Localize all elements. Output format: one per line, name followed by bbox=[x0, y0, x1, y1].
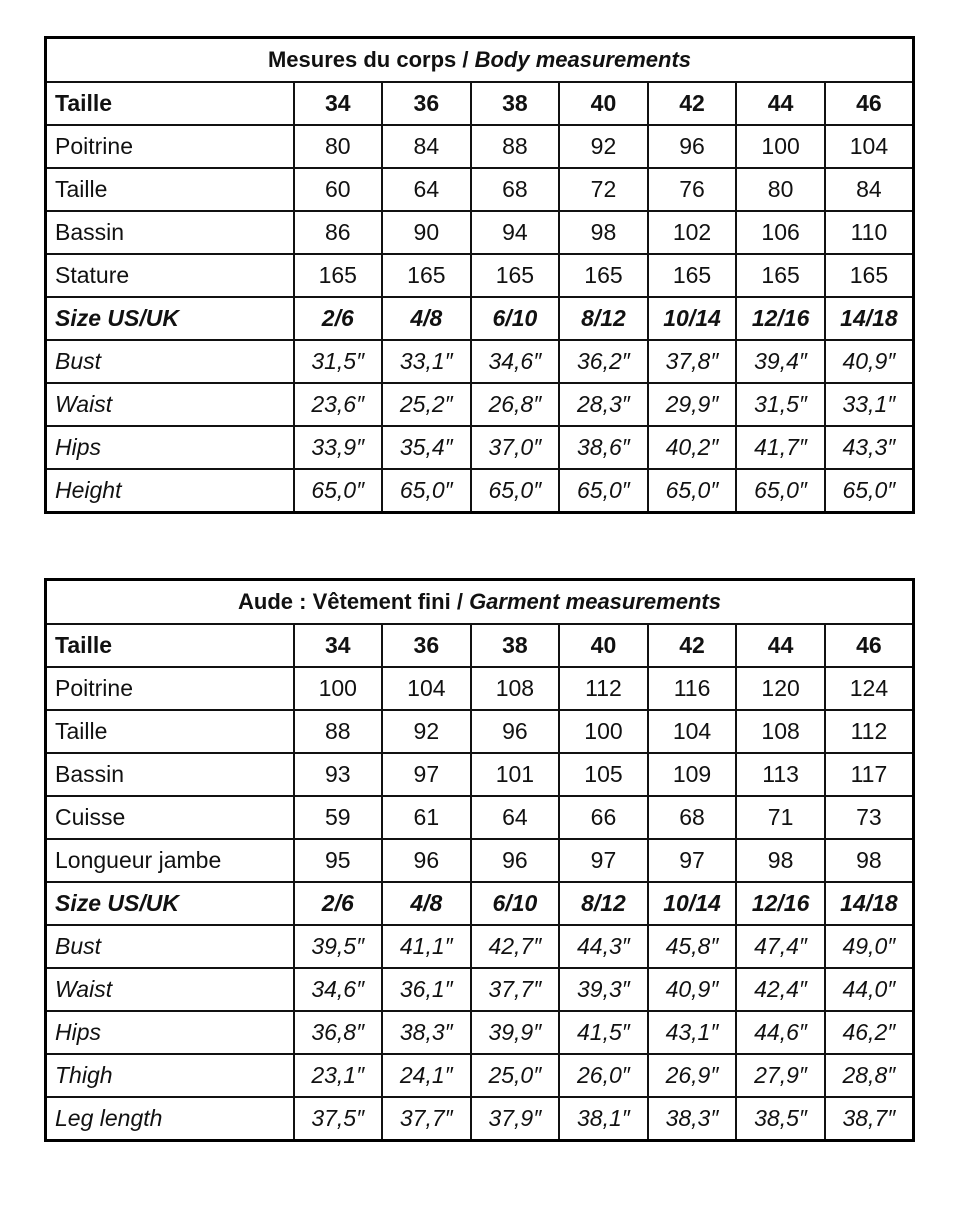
table-row bbox=[46, 168, 914, 211]
table-cell: 95 bbox=[294, 839, 383, 882]
table-cell: 37,9″ bbox=[471, 1097, 560, 1141]
table-cell: 34 bbox=[294, 624, 383, 667]
table-cell: 41,7″ bbox=[736, 426, 825, 469]
table-cell: 10/14 bbox=[648, 882, 737, 925]
table-row bbox=[46, 925, 914, 968]
table-title-en: Garment measurements bbox=[469, 589, 721, 614]
table-cell: 45,8″ bbox=[648, 925, 737, 968]
size-header-row bbox=[46, 82, 914, 125]
row-label: Hips bbox=[46, 1011, 294, 1054]
table-cell: 39,5″ bbox=[294, 925, 383, 968]
table-cell: 116 bbox=[648, 667, 737, 710]
table-cell: 4/8 bbox=[382, 297, 471, 340]
table-cell: 42 bbox=[648, 82, 737, 125]
table-cell: 38 bbox=[471, 82, 560, 125]
table-cell: 86 bbox=[294, 211, 383, 254]
row-label: Poitrine bbox=[46, 667, 294, 710]
table-cell: 76 bbox=[648, 168, 737, 211]
row-label: Bust bbox=[46, 340, 294, 383]
table-cell: 31,5″ bbox=[294, 340, 383, 383]
table-cell: 35,4″ bbox=[382, 426, 471, 469]
table-cell: 97 bbox=[559, 839, 648, 882]
table-cell: 117 bbox=[825, 753, 914, 796]
table-cell: 88 bbox=[294, 710, 383, 753]
table-cell: 12/16 bbox=[736, 297, 825, 340]
table-cell: 93 bbox=[294, 753, 383, 796]
table-cell: 2/6 bbox=[294, 297, 383, 340]
table-cell: 104 bbox=[825, 125, 914, 168]
table-cell: 33,1″ bbox=[825, 383, 914, 426]
table-row bbox=[46, 839, 914, 882]
table-cell: 44,0″ bbox=[825, 968, 914, 1011]
table-cell: 41,5″ bbox=[559, 1011, 648, 1054]
table-cell: 65,0″ bbox=[294, 469, 383, 513]
row-label: Taille bbox=[46, 710, 294, 753]
table-row bbox=[46, 1097, 914, 1141]
row-label: Stature bbox=[46, 254, 294, 297]
table-cell: 92 bbox=[382, 710, 471, 753]
row-label: Size US/UK bbox=[46, 297, 294, 340]
table-cell: 98 bbox=[736, 839, 825, 882]
table-cell: 97 bbox=[648, 839, 737, 882]
table-row bbox=[46, 254, 914, 297]
table-cell: 38,6″ bbox=[559, 426, 648, 469]
table-row bbox=[46, 710, 914, 753]
table-cell: 28,8″ bbox=[825, 1054, 914, 1097]
row-label: Leg length bbox=[46, 1097, 294, 1141]
table-cell: 2/6 bbox=[294, 882, 383, 925]
row-label: Cuisse bbox=[46, 796, 294, 839]
table-cell: 100 bbox=[736, 125, 825, 168]
table-cell: 92 bbox=[559, 125, 648, 168]
table-cell: 36 bbox=[382, 82, 471, 125]
row-label: Hips bbox=[46, 426, 294, 469]
table-cell: 97 bbox=[382, 753, 471, 796]
table-cell: 26,0″ bbox=[559, 1054, 648, 1097]
table-cell: 68 bbox=[648, 796, 737, 839]
table-cell: 38,3″ bbox=[382, 1011, 471, 1054]
table-cell: 25,2″ bbox=[382, 383, 471, 426]
table-cell: 8/12 bbox=[559, 297, 648, 340]
table-row bbox=[46, 125, 914, 168]
table-title-fr: Mesures du corps / bbox=[267, 47, 475, 72]
size-header-row bbox=[46, 624, 914, 667]
table-row bbox=[46, 469, 914, 513]
table-cell: 80 bbox=[736, 168, 825, 211]
table-cell: 98 bbox=[559, 211, 648, 254]
table-row bbox=[46, 1011, 914, 1054]
table-cell: 28,3″ bbox=[559, 383, 648, 426]
table-title-en: Body measurements bbox=[474, 47, 692, 72]
table-cell: 66 bbox=[559, 796, 648, 839]
table-cell: 23,6″ bbox=[294, 383, 383, 426]
table-cell: 59 bbox=[294, 796, 383, 839]
table-cell: 4/8 bbox=[382, 882, 471, 925]
table-cell: 46 bbox=[825, 82, 914, 125]
table-cell: 96 bbox=[382, 839, 471, 882]
table-cell: 165 bbox=[736, 254, 825, 297]
table-cell: 29,9″ bbox=[648, 383, 737, 426]
table-cell: 105 bbox=[559, 753, 648, 796]
table-cell: 65,0″ bbox=[736, 469, 825, 513]
row-label: Waist bbox=[46, 968, 294, 1011]
table-cell: 37,5″ bbox=[294, 1097, 383, 1141]
table-cell: 38 bbox=[471, 624, 560, 667]
row-label: Bust bbox=[46, 925, 294, 968]
row-label: Poitrine bbox=[46, 125, 294, 168]
table-row bbox=[46, 753, 914, 796]
table-cell: 84 bbox=[382, 125, 471, 168]
table-cell: 6/10 bbox=[471, 882, 560, 925]
table-cell: 41,1″ bbox=[382, 925, 471, 968]
table-cell: 44 bbox=[736, 624, 825, 667]
table-cell: 113 bbox=[736, 753, 825, 796]
us-size-header-row bbox=[46, 882, 914, 925]
table-cell: 40,2″ bbox=[648, 426, 737, 469]
table-cell: 25,0″ bbox=[471, 1054, 560, 1097]
table-cell: 34 bbox=[294, 82, 383, 125]
table-cell: 36,2″ bbox=[559, 340, 648, 383]
table-cell: 71 bbox=[736, 796, 825, 839]
table-cell: 109 bbox=[648, 753, 737, 796]
table-cell: 98 bbox=[825, 839, 914, 882]
row-label: Height bbox=[46, 469, 294, 513]
table-cell: 96 bbox=[471, 839, 560, 882]
table-cell: 101 bbox=[471, 753, 560, 796]
table-cell: 108 bbox=[736, 710, 825, 753]
row-label: Bassin bbox=[46, 211, 294, 254]
table-cell: 34,6″ bbox=[471, 340, 560, 383]
table-cell: 65,0″ bbox=[382, 469, 471, 513]
table-cell: 37,7″ bbox=[382, 1097, 471, 1141]
table-cell: 38,7″ bbox=[825, 1097, 914, 1141]
table-cell: 42,4″ bbox=[736, 968, 825, 1011]
body-measurements-table bbox=[44, 36, 915, 514]
table-cell: 165 bbox=[471, 254, 560, 297]
table-cell: 60 bbox=[294, 168, 383, 211]
table-cell: 65,0″ bbox=[825, 469, 914, 513]
table-cell: 165 bbox=[559, 254, 648, 297]
table-cell: 104 bbox=[648, 710, 737, 753]
table-cell: 24,1″ bbox=[382, 1054, 471, 1097]
table-title-fr: Aude : Vêtement fini / bbox=[238, 589, 470, 614]
table-cell: 40,9″ bbox=[825, 340, 914, 383]
table-cell: 12/16 bbox=[736, 882, 825, 925]
table-cell: 96 bbox=[471, 710, 560, 753]
table-cell: 61 bbox=[382, 796, 471, 839]
table-cell: 42,7″ bbox=[471, 925, 560, 968]
table-cell: 110 bbox=[825, 211, 914, 254]
table-cell: 38,3″ bbox=[648, 1097, 737, 1141]
table-cell: 96 bbox=[648, 125, 737, 168]
table-cell: 44 bbox=[736, 82, 825, 125]
table-row bbox=[46, 1054, 914, 1097]
table-cell: 73 bbox=[825, 796, 914, 839]
table-row bbox=[46, 340, 914, 383]
table-cell: 124 bbox=[825, 667, 914, 710]
table-cell: 102 bbox=[648, 211, 737, 254]
table-cell: 38,5″ bbox=[736, 1097, 825, 1141]
table-cell: 165 bbox=[825, 254, 914, 297]
table-cell: 14/18 bbox=[825, 882, 914, 925]
table-cell: 64 bbox=[471, 796, 560, 839]
row-label: Longueur jambe bbox=[46, 839, 294, 882]
table-cell: 38,1″ bbox=[559, 1097, 648, 1141]
table-cell: 8/12 bbox=[559, 882, 648, 925]
table-row bbox=[46, 667, 914, 710]
table-row bbox=[46, 968, 914, 1011]
garment-measurements-table bbox=[44, 578, 915, 1142]
table-cell: 40 bbox=[559, 82, 648, 125]
table-cell: 37,0″ bbox=[471, 426, 560, 469]
table-cell: 33,1″ bbox=[382, 340, 471, 383]
table-cell: 84 bbox=[825, 168, 914, 211]
table-row bbox=[46, 796, 914, 839]
row-label: Size US/UK bbox=[46, 882, 294, 925]
table-cell: 80 bbox=[294, 125, 383, 168]
table-title bbox=[46, 580, 914, 625]
table-cell: 10/14 bbox=[648, 297, 737, 340]
table-cell: 106 bbox=[736, 211, 825, 254]
table-cell: 46,2″ bbox=[825, 1011, 914, 1054]
table-cell: 27,9″ bbox=[736, 1054, 825, 1097]
table-cell: 23,1″ bbox=[294, 1054, 383, 1097]
table-cell: 33,9″ bbox=[294, 426, 383, 469]
table-cell: 40 bbox=[559, 624, 648, 667]
table-cell: 72 bbox=[559, 168, 648, 211]
table-cell: 165 bbox=[294, 254, 383, 297]
row-label: Thigh bbox=[46, 1054, 294, 1097]
table-cell: 65,0″ bbox=[559, 469, 648, 513]
table-cell: 39,4″ bbox=[736, 340, 825, 383]
table-cell: 43,3″ bbox=[825, 426, 914, 469]
table-cell: 37,7″ bbox=[471, 968, 560, 1011]
table-cell: 165 bbox=[648, 254, 737, 297]
table-row bbox=[46, 211, 914, 254]
table-cell: 65,0″ bbox=[471, 469, 560, 513]
table-cell: 64 bbox=[382, 168, 471, 211]
table-cell: 100 bbox=[294, 667, 383, 710]
table-cell: 120 bbox=[736, 667, 825, 710]
table-row bbox=[46, 383, 914, 426]
table-cell: 39,3″ bbox=[559, 968, 648, 1011]
table-cell: 47,4″ bbox=[736, 925, 825, 968]
table-cell: 88 bbox=[471, 125, 560, 168]
table-cell: 36,8″ bbox=[294, 1011, 383, 1054]
table-cell: 100 bbox=[559, 710, 648, 753]
table-cell: 112 bbox=[825, 710, 914, 753]
row-label: Waist bbox=[46, 383, 294, 426]
table-cell: 44,3″ bbox=[559, 925, 648, 968]
table-cell: 94 bbox=[471, 211, 560, 254]
table-cell: 36 bbox=[382, 624, 471, 667]
table-cell: 37,8″ bbox=[648, 340, 737, 383]
table-cell: 36,1″ bbox=[382, 968, 471, 1011]
table-cell: 42 bbox=[648, 624, 737, 667]
table-cell: 26,8″ bbox=[471, 383, 560, 426]
table-cell: 34,6″ bbox=[294, 968, 383, 1011]
us-size-header-row bbox=[46, 297, 914, 340]
table-cell: 104 bbox=[382, 667, 471, 710]
table-cell: 112 bbox=[559, 667, 648, 710]
row-label: Taille bbox=[46, 168, 294, 211]
row-label: Taille bbox=[46, 82, 294, 125]
table-cell: 108 bbox=[471, 667, 560, 710]
row-label: Taille bbox=[46, 624, 294, 667]
table-cell: 65,0″ bbox=[648, 469, 737, 513]
table-cell: 46 bbox=[825, 624, 914, 667]
table-cell: 39,9″ bbox=[471, 1011, 560, 1054]
table-cell: 43,1″ bbox=[648, 1011, 737, 1054]
row-label: Bassin bbox=[46, 753, 294, 796]
table-cell: 49,0″ bbox=[825, 925, 914, 968]
table-cell: 68 bbox=[471, 168, 560, 211]
table-title bbox=[46, 38, 914, 83]
table-cell: 165 bbox=[382, 254, 471, 297]
table-row bbox=[46, 426, 914, 469]
table-cell: 44,6″ bbox=[736, 1011, 825, 1054]
table-cell: 90 bbox=[382, 211, 471, 254]
table-cell: 14/18 bbox=[825, 297, 914, 340]
table-cell: 40,9″ bbox=[648, 968, 737, 1011]
table-cell: 26,9″ bbox=[648, 1054, 737, 1097]
table-cell: 31,5″ bbox=[736, 383, 825, 426]
table-cell: 6/10 bbox=[471, 297, 560, 340]
